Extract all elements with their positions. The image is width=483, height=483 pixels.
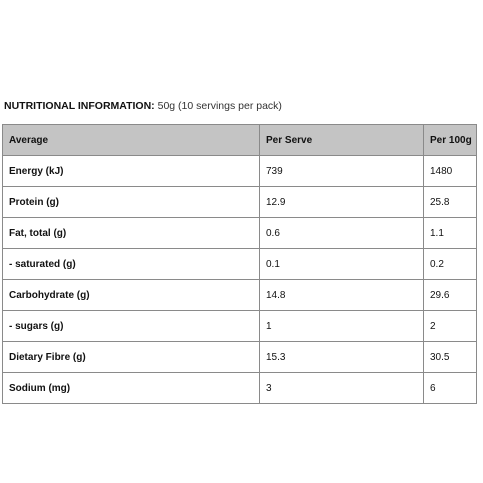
heading-title: NUTRITIONAL INFORMATION: [4,100,155,112]
per-serve-value: 739 [260,156,424,187]
per-serve-value: 12.9 [260,187,424,218]
per-100g-value: 1.1 [424,218,477,249]
heading-serving-info: 50g (10 servings per pack) [154,100,282,112]
per-serve-value: 14.8 [260,280,424,311]
row-label: Protein (g) [3,187,260,218]
per-serve-value: 15.3 [260,342,424,373]
nutrition-table [2,124,477,404]
per-serve-value: 3 [260,373,424,404]
table-row [3,187,477,218]
table-row [3,218,477,249]
per-100g-value: 6 [424,373,477,404]
column-header-per-100g: Per 100g [424,125,477,156]
row-label: Fat, total (g) [3,218,260,249]
table-row [3,342,477,373]
table-row [3,373,477,404]
per-100g-value: 30.5 [424,342,477,373]
row-label: - sugars (g) [3,311,260,342]
per-100g-value: 25.8 [424,187,477,218]
nutrition-heading [4,100,282,113]
per-100g-value: 2 [424,311,477,342]
table-row [3,280,477,311]
row-label: - saturated (g) [3,249,260,280]
row-label: Dietary Fibre (g) [3,342,260,373]
per-100g-value: 29.6 [424,280,477,311]
row-label: Energy (kJ) [3,156,260,187]
nutrition-table-body [3,156,477,404]
table-row [3,249,477,280]
per-serve-value: 0.1 [260,249,424,280]
table-row [3,311,477,342]
nutrition-table-header [3,125,477,156]
column-header-average: Average [3,125,260,156]
column-header-per-serve: Per Serve [260,125,424,156]
per-100g-value: 1480 [424,156,477,187]
row-label: Carbohydrate (g) [3,280,260,311]
table-row [3,156,477,187]
per-serve-value: 1 [260,311,424,342]
per-100g-value: 0.2 [424,249,477,280]
row-label: Sodium (mg) [3,373,260,404]
per-serve-value: 0.6 [260,218,424,249]
header-row [3,125,477,156]
